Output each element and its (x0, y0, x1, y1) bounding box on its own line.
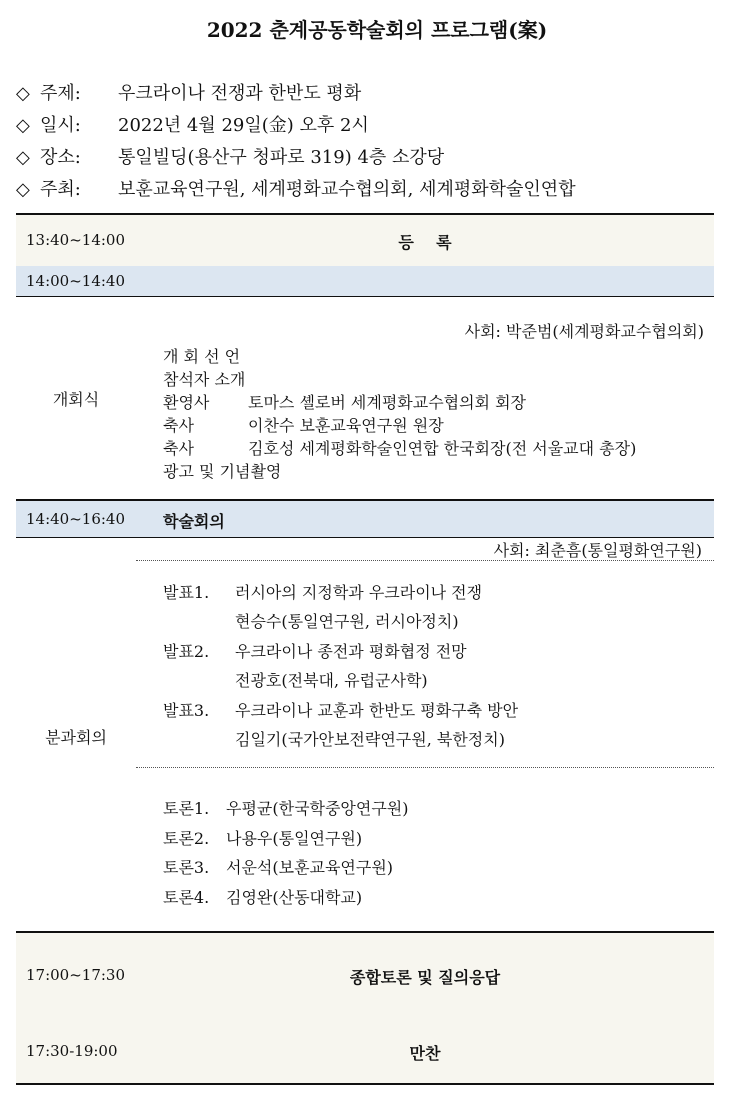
info-date (16, 110, 576, 142)
opening-host: 사회: 박준범(세계평화교수협의회) (464, 322, 704, 341)
registration-title: 등 록 (398, 233, 452, 252)
page-title: 2022 춘계공동학술회의 프로그램(案) (206, 18, 548, 42)
discussion-name: 김영완(산동대학교) (226, 888, 363, 907)
dinner-title: 만찬 (409, 1044, 441, 1063)
info-label: 장소: (40, 147, 81, 168)
academic-title: 학술회의 (163, 512, 225, 531)
info-label: 주최: (40, 179, 81, 200)
presentation-no: 발표1. (163, 583, 210, 602)
info-value: 통일빌딩(용산구 청파로 319) 4층 소강당 (118, 147, 445, 168)
academic-band (16, 499, 714, 538)
opening-item-detail: 이찬수 보훈교육연구원 원장 (248, 416, 444, 435)
opening-time: 14:00~14:40 (26, 272, 126, 290)
info-value: 우크라이나 전쟁과 한반도 평화 (118, 83, 362, 104)
diamond-icon: ◇ (16, 179, 30, 200)
discussion-no: 토론4. (163, 888, 210, 907)
general-time: 17:00~17:30 (26, 966, 126, 984)
opening-label: 개회식 (52, 390, 100, 409)
info-theme (16, 78, 576, 110)
presentation-topic: 우크라이나 종전과 평화협정 전망 (235, 642, 467, 661)
info-value: 2022년 4월 29일(金) 오후 2시 (118, 115, 369, 136)
presentation-no: 발표2. (163, 642, 210, 661)
diamond-icon: ◇ (16, 147, 30, 168)
session-host: 사회: 최춘흠(통일평화연구원) (493, 541, 702, 560)
session-label: 분과회의 (45, 728, 107, 747)
opening-item: 환영사 (163, 393, 210, 412)
info-value: 보훈교육연구원, 세계평화교수협의회, 세계평화학술인연합 (118, 179, 576, 200)
registration-time: 13:40~14:00 (26, 231, 126, 249)
info-block (16, 78, 576, 206)
opening-item: 광고 및 기념촬영 (163, 462, 282, 481)
presentation-no: 발표3. (163, 701, 210, 720)
presentation-topic: 우크라이나 교훈과 한반도 평화구축 방안 (235, 701, 519, 720)
diamond-icon: ◇ (16, 115, 30, 136)
discussion-name: 나용우(통일연구원) (226, 829, 363, 848)
academic-time: 14:40~16:40 (26, 510, 126, 528)
opening-band (16, 266, 714, 297)
dinner-time: 17:30-19:00 (26, 1042, 118, 1060)
dinner-row (16, 1017, 714, 1085)
general-title: 종합토론 및 질의응답 (349, 968, 501, 987)
discussion-no: 토론2. (163, 829, 210, 848)
presentation-presenter: 현승수(통일연구원, 러시아정치) (235, 612, 459, 631)
diamond-icon: ◇ (16, 83, 30, 104)
discussion-name: 우평균(한국학중앙연구원) (226, 799, 409, 818)
presentation-presenter: 전광호(전북대, 유럽군사학) (235, 671, 428, 690)
opening-item-detail: 토마스 셸로버 세계평화교수협의회 회장 (248, 393, 527, 412)
presentation-topic: 러시아의 지정학과 우크라이나 전쟁 (235, 583, 483, 602)
info-label: 일시: (40, 115, 81, 136)
divider (136, 767, 714, 768)
info-venue (16, 142, 576, 174)
opening-item: 축사 (163, 416, 194, 435)
opening-item: 개 회 선 언 (163, 347, 241, 366)
discussion-no: 토론1. (163, 799, 210, 818)
general-discussion-row (16, 931, 714, 1018)
presentation-presenter: 김일기(국가안보전략연구원, 북한정치) (235, 730, 505, 749)
registration-row (16, 213, 714, 268)
discussion-name: 서운석(보훈교육연구원) (226, 858, 394, 877)
divider (136, 560, 714, 561)
opening-item-detail: 김호성 세계평화학술인연합 한국회장(전 서울교대 총장) (248, 439, 637, 458)
opening-item: 참석자 소개 (163, 370, 246, 389)
discussion-no: 토론3. (163, 858, 210, 877)
opening-item: 축사 (163, 439, 194, 458)
info-host (16, 174, 576, 206)
info-label: 주제: (40, 83, 81, 104)
